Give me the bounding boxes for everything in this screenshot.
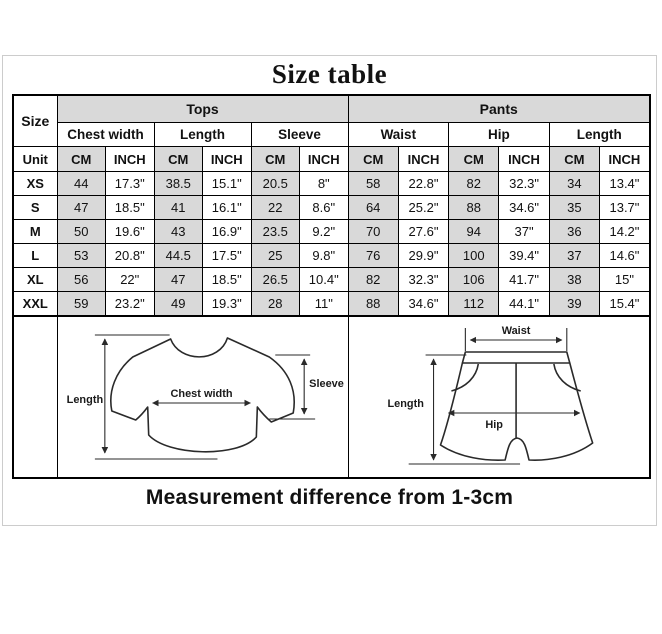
- table-cell: 88: [348, 292, 398, 316]
- col-header-chest-width: Chest width: [57, 123, 154, 147]
- table-cell: 13.7": [600, 196, 650, 220]
- table-cell: 47: [57, 196, 106, 220]
- table-cell: 18.5": [106, 196, 155, 220]
- table-cell: 9.8": [300, 244, 349, 268]
- table-cell: 44.5: [154, 244, 203, 268]
- unit-cell-cm: CM: [549, 147, 599, 172]
- group-header-row: [13, 95, 650, 123]
- table-cell: 15.4": [600, 292, 650, 316]
- table-cell: 41: [154, 196, 203, 220]
- table-cell: 20.5: [251, 172, 300, 196]
- table-cell: 38.5: [154, 172, 203, 196]
- shorts-waist-label: Waist: [501, 324, 530, 337]
- unit-cell-cm: CM: [449, 147, 499, 172]
- empty-corner-cell: [13, 316, 57, 478]
- table-cell: 112: [449, 292, 499, 316]
- table-cell: 36: [549, 220, 599, 244]
- table-cell: 106: [449, 268, 499, 292]
- table-row: [13, 172, 650, 196]
- table-cell: 88: [449, 196, 499, 220]
- table-cell: 23.5: [251, 220, 300, 244]
- tshirt-length-label: Length: [66, 393, 103, 406]
- tshirt-diagram: [58, 317, 348, 477]
- table-cell: 10.4": [300, 268, 349, 292]
- table-cell: 11": [300, 292, 349, 316]
- table-cell: 14.6": [600, 244, 650, 268]
- unit-cell-cm: CM: [57, 147, 106, 172]
- col-header-waist: Waist: [348, 123, 449, 147]
- table-cell: 64: [348, 196, 398, 220]
- table-cell: 59: [57, 292, 106, 316]
- size-label: L: [13, 244, 57, 268]
- table-cell: 19.6": [106, 220, 155, 244]
- table-cell: 23.2": [106, 292, 155, 316]
- tshirt-sleeve-label: Sleeve: [308, 377, 344, 390]
- tshirt-diagram-cell: [57, 316, 348, 478]
- table-cell: 17.5": [203, 244, 252, 268]
- table-cell: 32.3": [398, 268, 448, 292]
- table-cell: 17.3": [106, 172, 155, 196]
- size-label: M: [13, 220, 57, 244]
- table-cell: 94: [449, 220, 499, 244]
- table-row: [13, 196, 650, 220]
- table-cell: 82: [449, 172, 499, 196]
- table-row: [13, 220, 650, 244]
- table-row: [13, 244, 650, 268]
- table-cell: 53: [57, 244, 106, 268]
- table-cell: 50: [57, 220, 106, 244]
- table-cell: 29.9": [398, 244, 448, 268]
- table-cell: 25: [251, 244, 300, 268]
- table-row: [13, 268, 650, 292]
- table-cell: 22": [106, 268, 155, 292]
- table-cell: 35: [549, 196, 599, 220]
- table-cell: 22: [251, 196, 300, 220]
- shorts-hip-label: Hip: [484, 418, 503, 431]
- col-header-pant-length: Length: [549, 123, 650, 147]
- table-cell: 9.2": [300, 220, 349, 244]
- unit-cell-cm: CM: [154, 147, 203, 172]
- unit-cell-inch: INCH: [300, 147, 349, 172]
- page-title: Size table: [271, 59, 388, 89]
- diagram-row: [13, 316, 650, 478]
- size-table-body: [13, 172, 650, 316]
- shorts-waistband: [462, 352, 569, 363]
- size-label: XXL: [13, 292, 57, 316]
- tops-group-header: Tops: [57, 95, 348, 123]
- table-cell: 16.1": [203, 196, 252, 220]
- table-cell: 76: [348, 244, 398, 268]
- table-cell: 28: [251, 292, 300, 316]
- table-cell: 82: [348, 268, 398, 292]
- table-cell: 37": [499, 220, 549, 244]
- table-cell: 15.1": [203, 172, 252, 196]
- col-header-top-length: Length: [154, 123, 251, 147]
- table-cell: 56: [57, 268, 106, 292]
- table-cell: 70: [348, 220, 398, 244]
- unit-cell-inch: INCH: [600, 147, 650, 172]
- table-cell: 32.3": [499, 172, 549, 196]
- table-cell: 25.2": [398, 196, 448, 220]
- table-cell: 37: [549, 244, 599, 268]
- unit-cell-inch: INCH: [499, 147, 549, 172]
- table-cell: 58: [348, 172, 398, 196]
- unit-cell-inch: INCH: [203, 147, 252, 172]
- unit-header: Unit: [13, 147, 57, 172]
- table-cell: 41.7": [499, 268, 549, 292]
- table-cell: 38: [549, 268, 599, 292]
- table-cell: 34: [549, 172, 599, 196]
- table-cell: 26.5: [251, 268, 300, 292]
- unit-cell-cm: CM: [348, 147, 398, 172]
- table-cell: 39: [549, 292, 599, 316]
- table-cell: 20.8": [106, 244, 155, 268]
- unit-cell-inch: INCH: [398, 147, 448, 172]
- table-cell: 8": [300, 172, 349, 196]
- pants-group-header: Pants: [348, 95, 650, 123]
- table-cell: 49: [154, 292, 203, 316]
- table-row: [13, 292, 650, 316]
- col-header-sleeve: Sleeve: [251, 123, 348, 147]
- table-cell: 43: [154, 220, 203, 244]
- table-cell: 14.2": [600, 220, 650, 244]
- size-table: [12, 94, 651, 479]
- unit-cell-inch: INCH: [106, 147, 155, 172]
- table-cell: 34.6": [499, 196, 549, 220]
- table-cell: 34.6": [398, 292, 448, 316]
- shorts-diagram-cell: [348, 316, 650, 478]
- size-label: XL: [13, 268, 57, 292]
- shorts-length-label: Length: [387, 397, 424, 410]
- table-cell: 19.3": [203, 292, 252, 316]
- table-cell: 13.4": [600, 172, 650, 196]
- unit-cell-cm: CM: [251, 147, 300, 172]
- size-corner-header: Size: [13, 95, 57, 147]
- sub-header-row: [13, 123, 650, 147]
- table-cell: 27.6": [398, 220, 448, 244]
- table-cell: 22.8": [398, 172, 448, 196]
- table-cell: 39.4": [499, 244, 549, 268]
- table-cell: 8.6": [300, 196, 349, 220]
- table-cell: 16.9": [203, 220, 252, 244]
- table-cell: 18.5": [203, 268, 252, 292]
- table-cell: 15": [600, 268, 650, 292]
- col-header-hip: Hip: [449, 123, 550, 147]
- left-pocket: [451, 364, 478, 391]
- tshirt-chest-label: Chest width: [169, 387, 233, 400]
- size-label: XS: [13, 172, 57, 196]
- size-chart-panel: [2, 55, 657, 526]
- unit-row: [13, 147, 650, 172]
- table-cell: 100: [449, 244, 499, 268]
- table-cell: 47: [154, 268, 203, 292]
- table-cell: 44.1": [499, 292, 549, 316]
- shorts-diagram: [349, 317, 649, 477]
- table-cell: 44: [57, 172, 106, 196]
- measurement-note: Measurement difference from 1-3cm: [145, 485, 514, 509]
- size-label: S: [13, 196, 57, 220]
